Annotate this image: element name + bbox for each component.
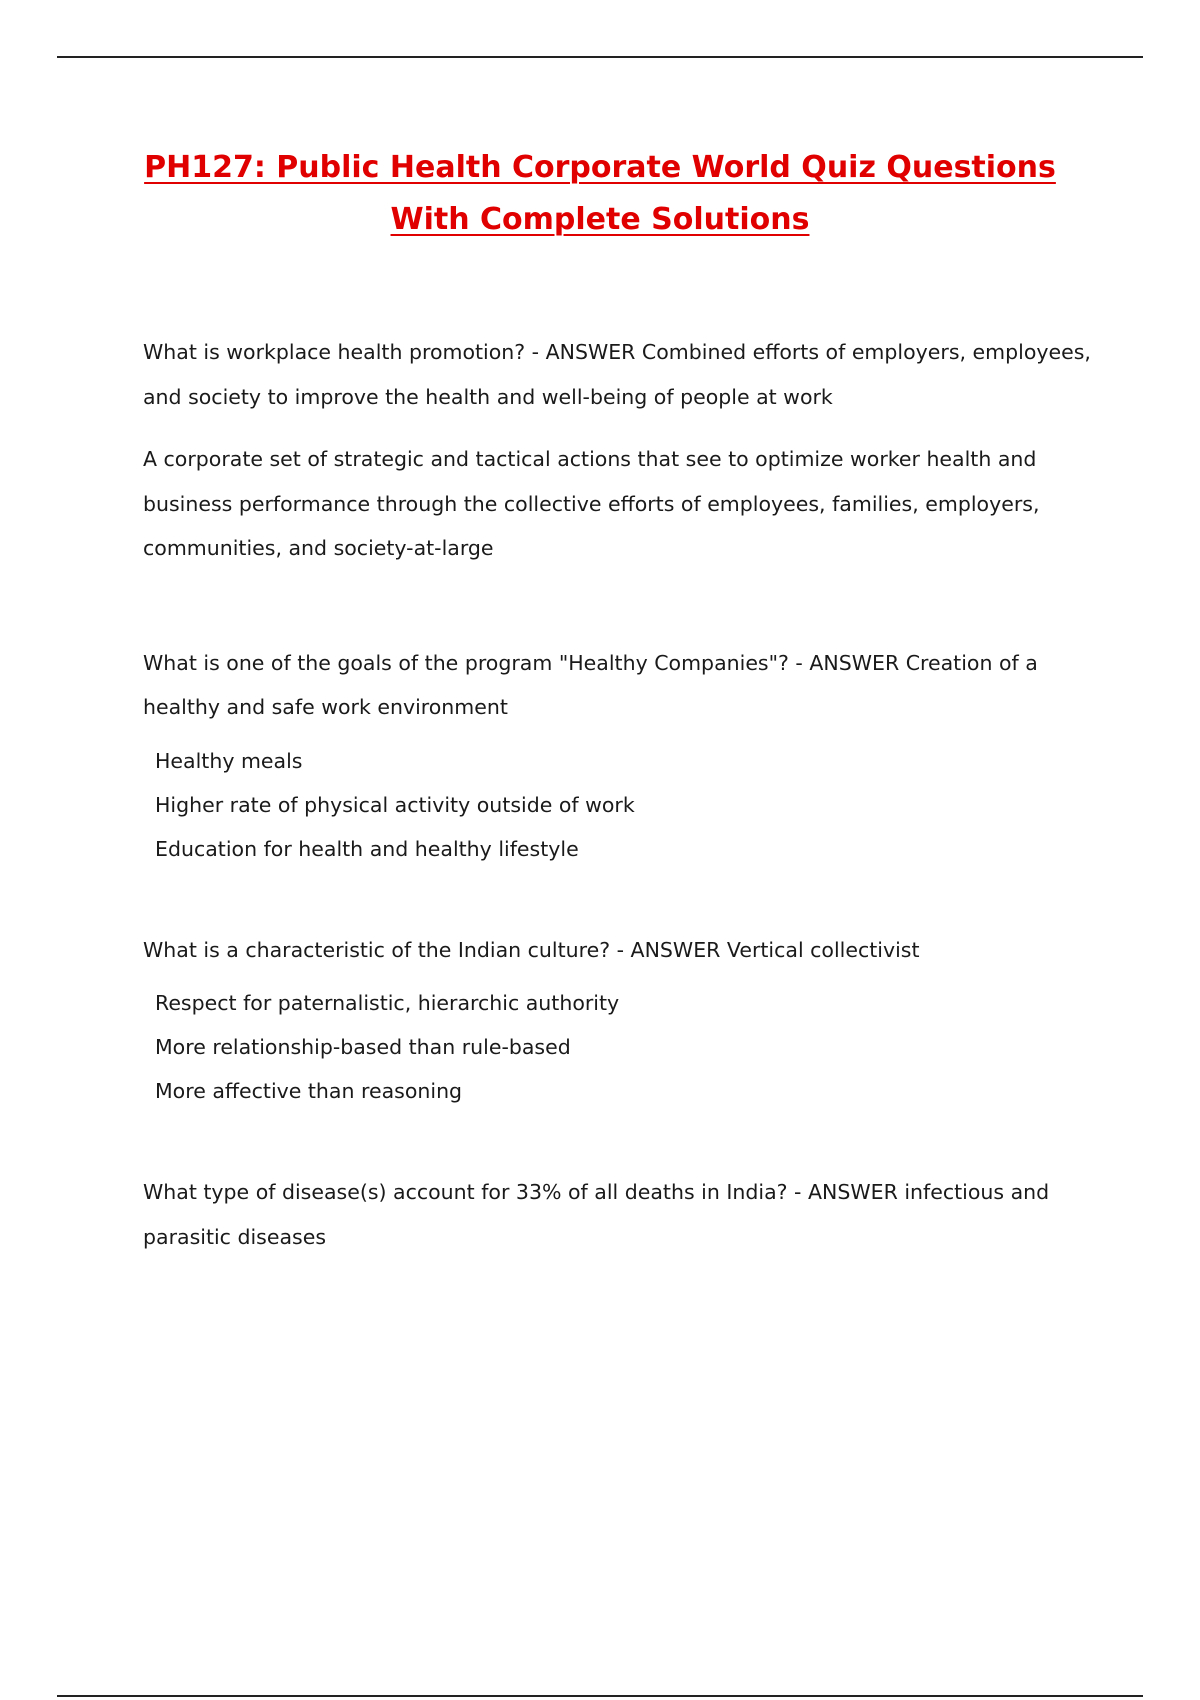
answer-item: Education for health and healthy lifestyle (155, 836, 579, 861)
document-body (143, 330, 1103, 1259)
question-block (143, 641, 1103, 862)
question-answer: What is workplace health promotion? - ANSWER Combined efforts of employers, employees, and society to improve the health and well-being of people at work (143, 340, 1091, 409)
answer-item: Respect for paternalistic, hierarchic authority (155, 991, 620, 1015)
answer-item: More relationship-based than rule-based (155, 1035, 571, 1059)
title-line-2: With Complete Solutions (390, 202, 810, 237)
spacer (143, 571, 1103, 641)
answer-item: Higher rate of physical activity outside of work (155, 792, 635, 817)
question-block (143, 330, 1103, 571)
question-answer: What is a characteristic of the Indian culture? - ANSWER Vertical collectivist (143, 937, 920, 962)
title-line-1: PH127: Public Health Corporate World Quiz Questions (144, 150, 1056, 185)
answer-item: Healthy meals (155, 748, 303, 773)
answer-paragraph: A corporate set of strategic and tactical actions that see to optimize worker health and business performance through the collective efforts of employees, families, employers, communities, and society-at-large (143, 447, 1040, 560)
question-block (143, 1170, 1103, 1259)
question-answer: What type of disease(s) account for 33% of all deaths in India? - ANSWER infectious and parasitic diseases (143, 1180, 1050, 1249)
question-block (143, 928, 1103, 1105)
answer-item: More affective than reasoning (155, 1079, 463, 1103)
bottom-rule (57, 1695, 1143, 1697)
top-rule (57, 56, 1143, 58)
question-answer: What is one of the goals of the program "Healthy Companies"? - ANSWER Creation of a healthy and safe work environment (143, 650, 1038, 719)
spacer (143, 1104, 1103, 1170)
document-title (100, 142, 1100, 246)
spacer (143, 862, 1103, 928)
